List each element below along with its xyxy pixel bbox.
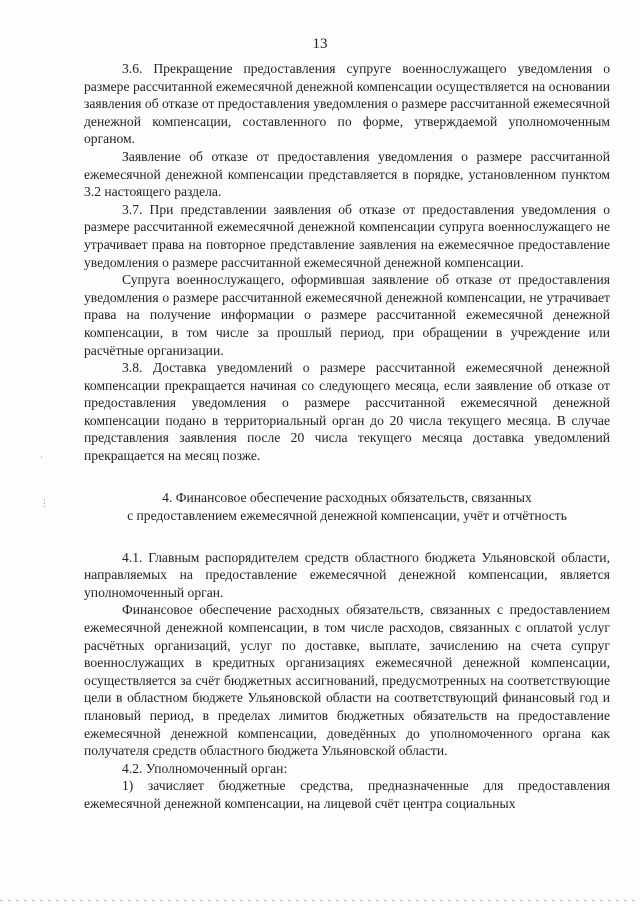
document-body [84,60,610,813]
page-number: 13 [312,36,328,52]
margin-mark: · [40,452,43,462]
paragraph-4-1: 4.1. Главным распорядителем средств областного бюджета Ульяновской области, направляемых на предоставление ежемесячной денежной компенсации, является уполномоченный орган. [84,549,610,600]
paragraph-3-6-note: Заявление об отказе от предоставления уведомления о размере рассчитанной ежемесячной денежной компенсации представляется в порядке, установленном пунктом 3.2 настоящего раздела. [84,148,610,200]
section-heading-line-1: 4. Финансовое обеспечение расходных обязательств, связанных [162,489,532,505]
paragraph-3-6: 3.6. Прекращение предоставления супруге военнослужащего уведомления о размере рассчитанной ежемесячной денежной компенсации осуществляется на основании заявления об отказе от предоставления уведомления о размере рассчитанной ежемесячной денежной компенсации, составленного по форме, утверждаемой уполномоченным органом. [84,61,610,147]
margin-mark: ⋮ [40,498,49,508]
paragraph-4-2: 4.2. Уполномоченный орган: [122,760,288,776]
scan-edge-divider [0,900,640,901]
paragraph-3-7: 3.7. При представлении заявления об отказе от предоставления уведомления о размере рассчитанной ежемесячной денежной компенсации супруга военнослужащего не утрачивает права на повторное представление заявления на ежемесячное предоставление уведомления о размере рассчитанной ежемесячной денежной компенсации. [84,201,610,270]
section-heading-line-2: с предоставлением ежемесячной денежной компенсации, учёт и отчётность [127,507,567,523]
paragraph-4-2-item-1: 1) зачисляет бюджетные средства, предназначенные для предоставления ежемесячной денежной компенсации, на лицевой счёт центра социальных [84,778,610,811]
section-heading [84,489,610,525]
paragraph-4-1-financing: Финансовое обеспечение расходных обязательств, связанных с предоставлением ежемесячной денежной компенсации, в том числе расходов, связанных с оплатой услуг расчётных организаций, услуг по доставке, выплате, зачислению на счета супруг военнослужащих в кредитных организациях ежемесячной денежной компенсации, осуществляется за счёт бюджетных ассигнований, предусмотренных на соответствующие цели в областном бюджете Ульяновской области на соответствующий финансовый год и плановый период, в пределах лимитов бюджетных обязательств на предоставление ежемесячной денежной компенсации, доведённых до уполномоченного органа как получателя средств областного бюджета Ульяновской области. [84,602,610,759]
paragraph-3-7-note: Супруга военнослужащего, оформившая заявление об отказе от предоставления уведомления о размере рассчитанной ежемесячной денежной компенсации, не утрачивает права на получение информации о размере рассчитанной ежемесячной денежной компенсации, в том числе за прошлый период, при обращении в учреждение или расчётные организации. [84,272,610,358]
paragraph-3-8: 3.8. Доставка уведомлений о размере рассчитанной ежемесячной денежной компенсации прекращается начиная со следующего месяца, если заявление об отказе от предоставления уведомления о размере рассчитанной ежемесячной денежной компенсации подано в территориальный орган до 20 числа текущего месяца. В случае представления заявления после 20 числа текущего месяца доставка уведомлений прекращается на месяц позже. [84,360,610,464]
